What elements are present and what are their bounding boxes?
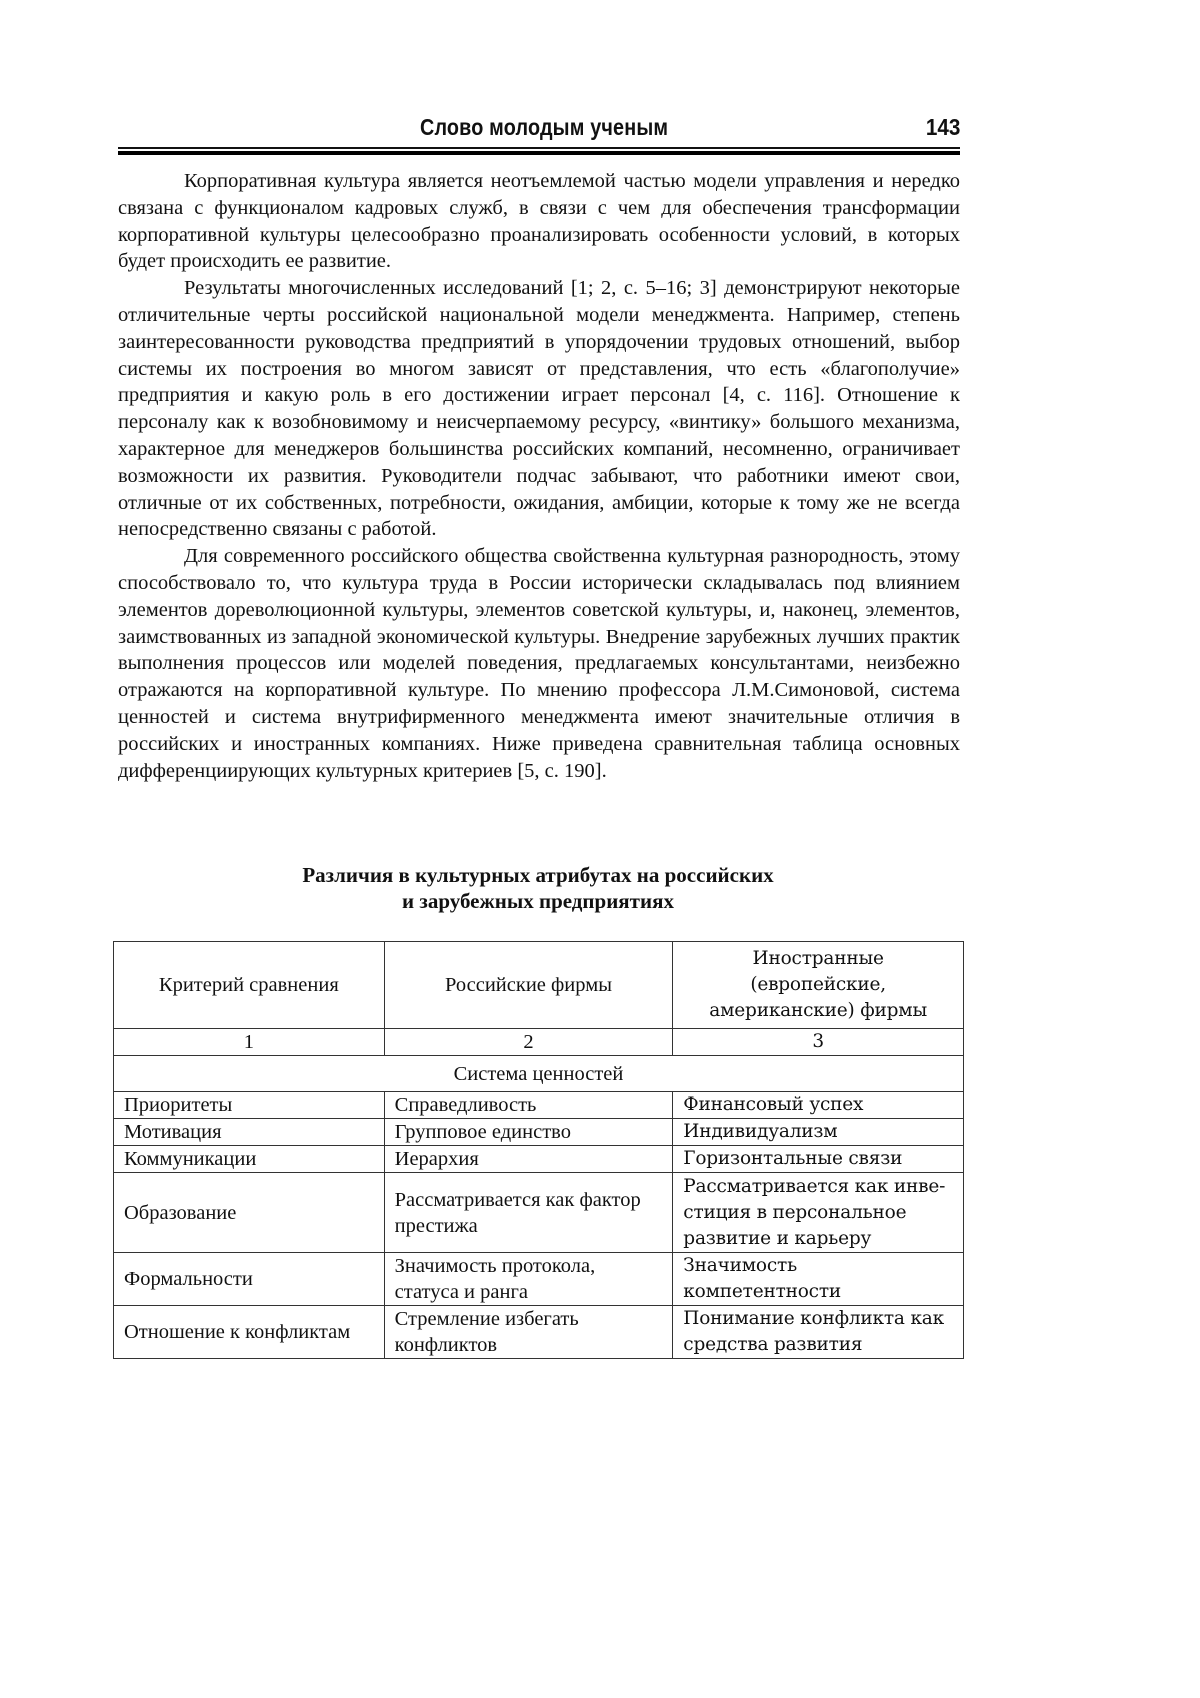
criterion-cell: Мотивация [114,1119,385,1146]
paragraph: Корпоративная культура является неотъемлемой частью модели управления и нередко связана с функционалом кадровых служб, в связи с чем для обеспечения трансформации корпоративной культуры целесообразно проанализировать особенности условий, в которых будет происходить ее развитие. [118,170,960,273]
comparison-table [113,941,964,1359]
foreign-cell: Горизонтальные связи [673,1146,964,1173]
header-rule-thin [118,147,960,149]
russian-cell: Стремление избегать конфликтов [384,1306,673,1359]
column-header: Критерий сравнения [114,942,385,1029]
foreign-cell: Индивидуализм [673,1119,964,1146]
section-label: Система ценностей [114,1056,964,1092]
russian-cell: Иерархия [384,1146,673,1173]
column-header: Иностранные (европейские, американские) фирмы [673,942,964,1029]
running-head [118,112,960,146]
criterion-cell: Отношение к конфликтам [114,1306,385,1359]
table-title-line: и зарубежных предприятиях [402,889,674,913]
table-row [114,1092,964,1119]
foreign-cell: Финансовый успех [673,1092,964,1119]
section-row [114,1056,964,1092]
foreign-cell: Значимость компетентности [673,1253,964,1306]
foreign-cell: Понимание конфликта как средства развития [673,1306,964,1359]
criterion-cell: Формальности [114,1253,385,1306]
table-title [113,862,963,914]
table-title-line: Различия в культурных атрибутах на российских [302,863,774,887]
header-rule-thick [118,151,960,155]
table-row [114,1146,964,1173]
russian-cell: Групповое единство [384,1119,673,1146]
table-row [114,1306,964,1359]
column-header: Российские фирмы [384,942,673,1029]
table-row [114,1253,964,1306]
russian-cell: Значимость протокола, статуса и ранга [384,1253,673,1306]
criterion-cell: Приоритеты [114,1092,385,1119]
russian-cell: Справедливость [384,1092,673,1119]
page-number: 143 [925,114,960,140]
column-number: 1 [114,1029,385,1056]
paragraph: Для современного российского общества свойственна культурная разнородность, этому способствовало то, что культура труда в России исторически складывалась под влиянием элементов дореволюционной культуры, элементов советской культуры, и, наконец, элементов, заимствованных из западной экономической культуры. Внедрение зарубежных лучших практик выполнения процессов или моделей поведения, предлагаемых консультантами, неизбежно отражаются на корпоративной культуре. По мнению профессора Л.М.Симоновой, система ценностей и система внутрифирменного менеджмента имеют значительные отличия в российских и иностранных компаниях. Ниже приведена сравнительная таблица основных дифференциирующих культурных критериев [5, с. 190]. [118,545,960,782]
paragraph: Результаты многочисленных исследований [1; 2, с. 5–16; 3] демонстрируют некоторые отличительные черты российской национальной модели менеджмента. Например, степень заинтересованности руководства предприятий в упорядочении трудовых отношений, выбор системы их построения во многом зависят от представления, что есть «благополучие» предприятия и какую роль в его достижении играет персонал [4, с. 116]. Отношение к персоналу как к возобновимому и неисчерпаемому ресурсу, «винтику» большого механизма, характерное для менеджеров большинства российских компаний, несомненно, ограничивает возможности их развития. Руководители подчас забывают, что работники имеют свои, отличные от их собственных, потребности, ожидания, амбиции, которые к тому же не всегда непосредственно связаны с работой. [118,277,960,541]
column-number: 2 [384,1029,673,1056]
running-head-title: Слово молодым ученым [420,114,669,140]
body-text [118,168,960,784]
criterion-cell: Коммуникации [114,1146,385,1173]
column-number-row [114,1029,964,1056]
column-number: 3 [673,1029,964,1056]
table-row [114,1119,964,1146]
russian-cell: Рассматривается как фактор престижа [384,1173,673,1253]
foreign-cell: Рассматривается как инвестиция в персональное развитие и карьеру [673,1173,964,1253]
table-header-row [114,942,964,1029]
table-row [114,1173,964,1253]
criterion-cell: Образование [114,1173,385,1253]
